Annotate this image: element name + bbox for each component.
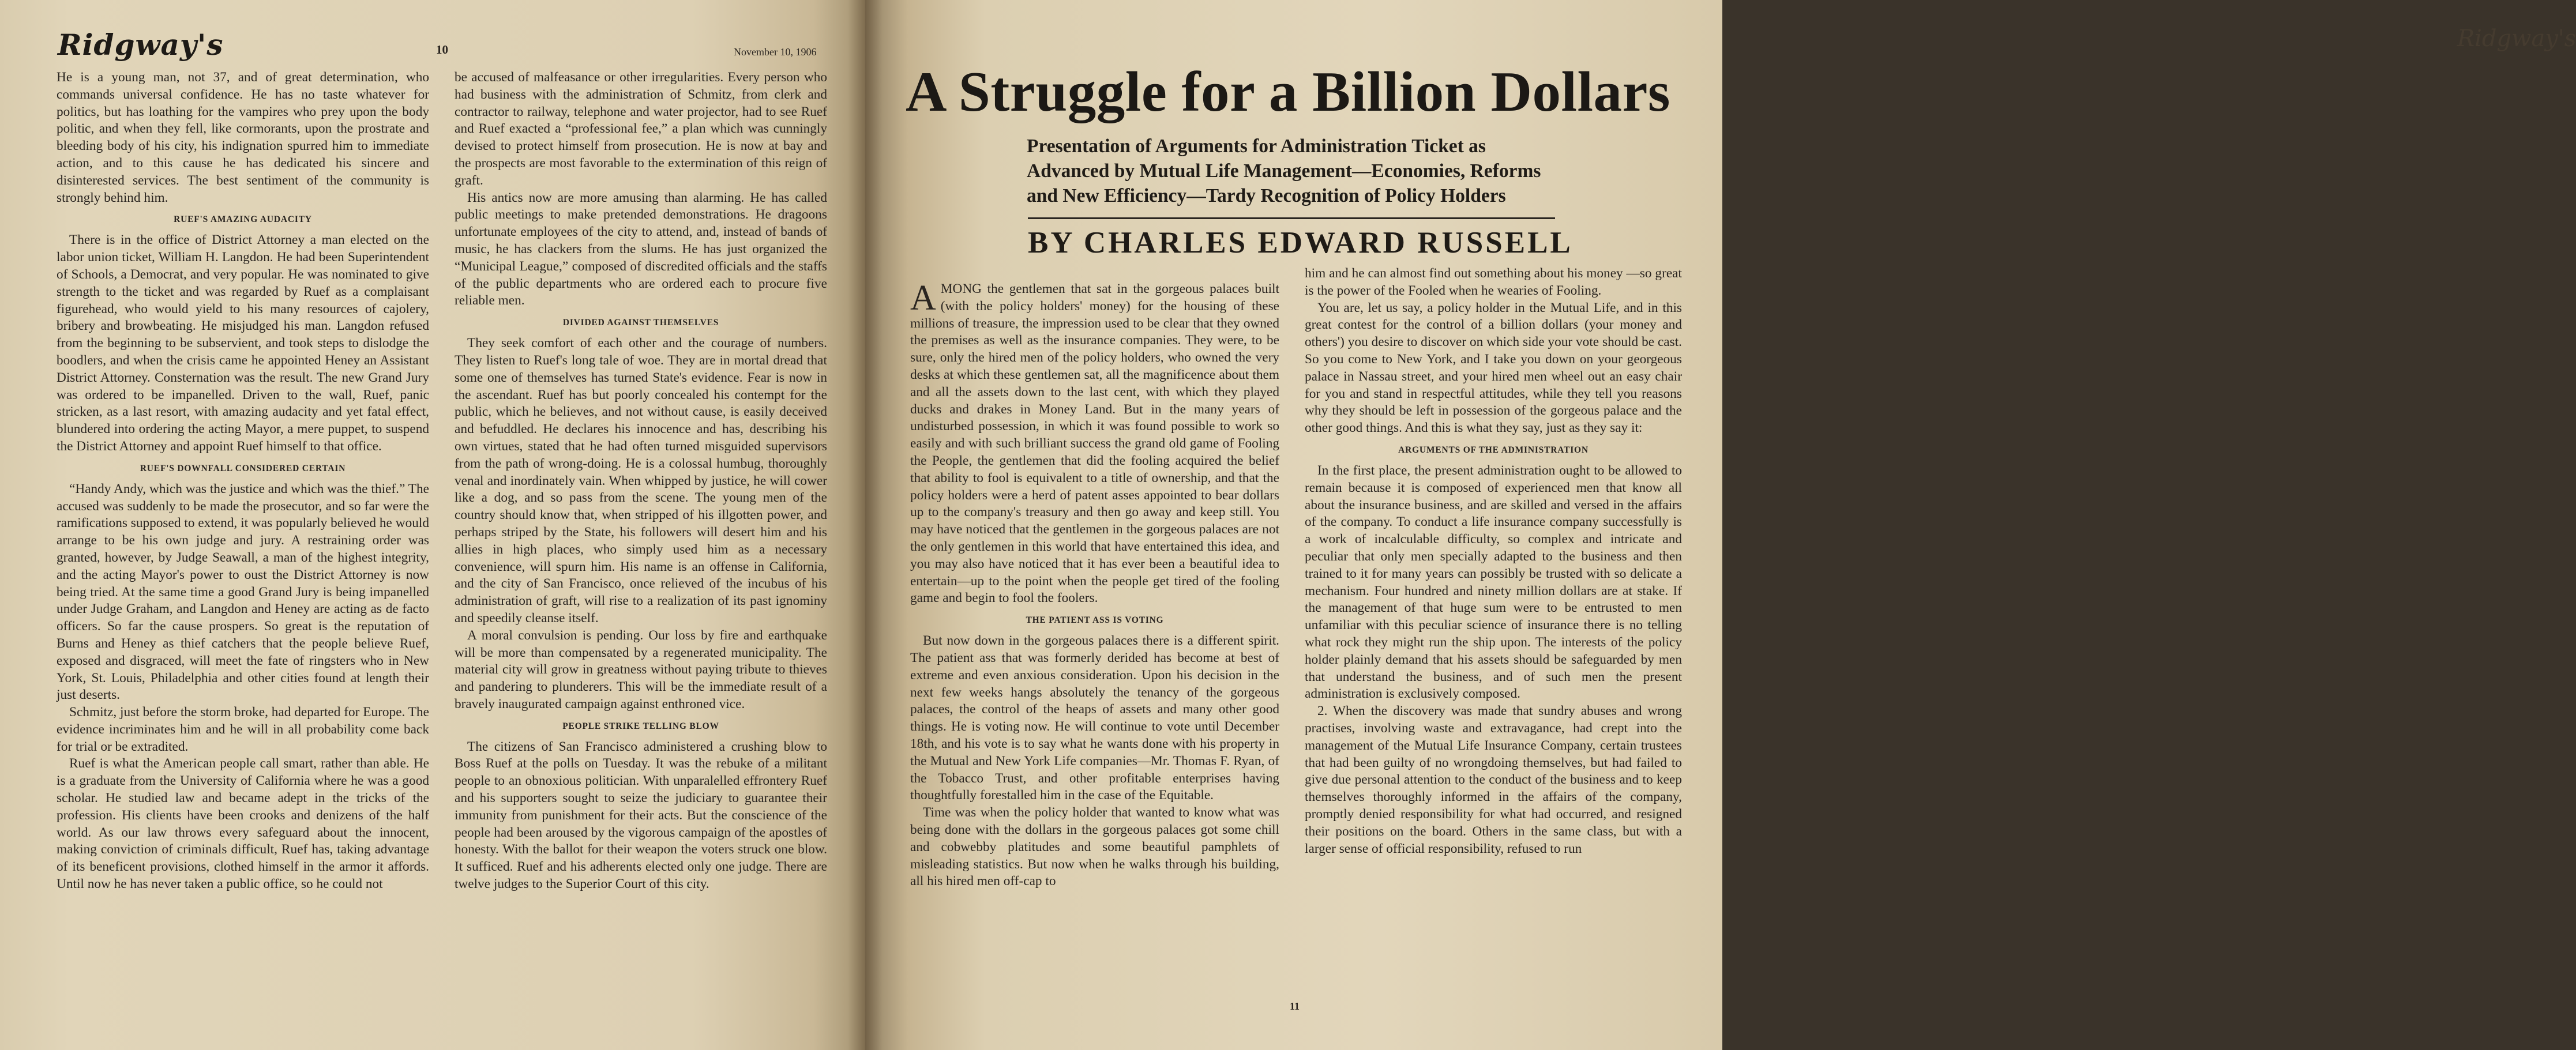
paragraph [910,281,1279,607]
masthead: Ridgway's [58,28,224,62]
paragraph [1305,462,1682,703]
article-byline: BY CHARLES EDWARD RUSSELL [1028,226,1573,259]
page-number-right: 11 [1290,1000,1300,1012]
right-column-2 [1305,265,1682,857]
article-deck: Presentation of Arguments for Administration Ticket as Advanced by Mutual Life Management—Economies, Reforms and New Efficiency—Tardy Recognition of Policy Holders [1027,136,1541,206]
paragraph [57,481,429,704]
paragraph-text: Schmitz, just before the storm broke, had departed for Europe. The evidence incriminates him and he will in all probability come back for trial or be extradited. [57,705,429,754]
paragraph [1305,703,1682,857]
paragraph [910,633,1279,804]
paragraph-text: him and he can almost find out something about his money —so great is the power of the Fooled when he wearies of Fooling. [1305,266,1682,298]
paragraph [1305,300,1682,437]
heading-text: THE PATIENT ASS IS VOTING [1026,615,1164,626]
heading-text: DIVIDED AGAINST THEMSELVES [562,318,719,328]
issue-date: November 10, 1906 [734,46,817,58]
heading-text: PEOPLE STRIKE TELLING BLOW [562,721,719,731]
paragraph [57,755,429,893]
paragraph [455,190,827,310]
paragraph-text: He is a young man, not 37, and of great determination, who commands universal confidence. He has no taste whatever for politics, but has loathing for the vampires who prey upon the body politic, and when they fell, like cormorants, upon the prostrate and bleeding body of his city, his indignation spurred him to immediate action, and to this cause he has dedicated his sincere and disinterested services. The best sentiment of the community is strongly behind him. [57,70,429,205]
section-heading [57,213,429,226]
article-headline: A Struggle for a Billion Dollars [906,61,1670,123]
paragraph-text: The citizens of San Francisco administered a crushing blow to Boss Ruef at the polls on Tuesday. It was the rebuke of a militant people to an obnoxious politician. With unparalelled effrontery Ruef and his supporters sought to seize the judiciary to guarantee their immunity from punishment for their acts. But the conscience of the people had been aroused by the vigorous campaign of the apostles of honesty. With the ballot for their weapon the voters struck one blow. It sufficed. Ruef and his adherents elected only one judge. There are twelve judges to the Superior Court of this city. [455,739,827,892]
heading-text: ARGUMENTS OF THE ADMINISTRATION [1398,445,1589,455]
paragraph-text: be accused of malfeasance or other irregularities. Every person who had business with the administration of Schmitz, from clerk and contractor to railway, telephone and water projector, had to see Ruef and Ruef exacted a “professional fee,” a plan which was cunningly devised to protect himself from prosecution. He is now at bay and the prospects are most favorable to the extermination of this reign of graft. [455,70,827,188]
section-heading [1305,444,1682,457]
paragraph [455,69,827,190]
section-heading [455,720,827,733]
section-heading [57,462,429,475]
heading-text: RUEF'S AMAZING AUDACITY [174,214,312,225]
paragraph [57,232,429,455]
heading-text: RUEF'S DOWNFALL CONSIDERED CERTAIN [140,463,346,473]
section-heading [910,614,1279,627]
book-gutter [848,0,883,1050]
paragraph-text: “Handy Andy, which was the justice and which was the thief.” The accused was suddenly to be made the prosecutor, and so far were the ramifications supposed to extend, it was popularly believed he would arrange to be his own judge and jury. A restraining order was granted, however, by Judge Seawall, a man of the highest integrity, and the acting Mayor's power to oust the District Attorney is now being tried. At the same time a good Grand Jury is being impanelled under Judge Graham, and Langdon and Heney are acting as de facto officers. So far the cause prospers. So great is the reputation of Burns and Heney as thief catchers that the people believe Ruef, exposed and disgraced, will meet the fate of ringsters who in New York, St. Louis, Philadelphia and other cities found at length their just deserts. [57,481,429,703]
paragraph [455,335,827,627]
paragraph-text: Time was when the policy holder that wanted to know what was being done with the dollars in the gorgeous palaces got some chill and cobwebby platitudes and some beautiful pamphlets of misleading statistics. But now when he walks through his building, all his hired men off-cap to [910,805,1279,889]
paragraph [1305,265,1682,300]
left-page [0,0,865,1050]
drop-cap: A [910,279,936,318]
paragraph [910,804,1279,890]
byline-rule [1028,217,1555,219]
paragraph [57,704,429,755]
paragraph-text: Ruef is what the American people call smart, rather than able. He is a graduate from the University of California where he was a good scholar. He studied law and became adept in the tricks of the profession. His clients have been crooks and denizens of the half world. As our law throws every safeguard about the innocent, making conviction of criminals difficult, Ruef has, taking advantage of its beneficent provisions, clothed himself in the armor it affords. Until now he has never taken a public office, so he could not [57,756,429,892]
masthead-bleedthrough: Ridgway's [2457,25,2576,52]
paragraph-text: They seek comfort of each other and the courage of numbers. They listen to Ruef's long tale of woe. They are in mortal dread that some one of themselves has turned State's evidence. Fear is now in the ascendant. Ruef has but poorly concealed his contempt for the public, which he believes, and not without cause, is easily deceived and befuddled. He declares his innocence and has, describing his own virtues, stated that he had often turned misguided supervisors from the path of wrong-doing. He is a colossal humbug, thoroughly venal and inordinately vain. When whipped by justice, he will cower like a dog, and so pass from the scene. The young men of the country should know that, when stripped of his illgotten power, and perhaps striped by the State, his followers will desert him and his allies in high places, who simply used him as a necessary convenience, will spurn him. His name is an offense in California, and the city of San Francisco, once relieved of the incubus of his administration of graft, will rise to a realization of its past ignominy and speedily cleanse itself. [455,336,827,626]
paragraph-text: His antics now are more amusing than alarming. He has called public meetings to make pretended demonstrations. He dragoons unfortunate employees of the city to attend, and, instead of bands of music, he has clackers from the slums. He has just organized the “Municipal League,” composed of discredited officials and the staffs of the public departments who are ordered each to procure five reliable men. [455,190,827,308]
section-heading [455,317,827,329]
paragraph-text: 2. When the discovery was made that sundry abuses and wrong practises, involving waste and extravagance, had crept into the management of the Mutual Life Insurance Company, certain trustees that had been guilty of no wrongdoing themselves, but had failed to give due personal attention to the conduct of the business and to keep themselves thoroughly informed in the affairs of the company, promptly denied responsibility for what had occurred, and resigned their positions on the board. Others in the same class, but with a larger sense of official responsibility, refused to run [1305,703,1682,856]
paragraph-text: You are, let us say, a policy holder in the Mutual Life, and in this great contest for the control of a billion dollars (your money and others') you desire to discover on which side your vote should be cast. So you come to New York, and I take you down on your georgeous palace in Nassau street, and your hired men wheel out an easy chair for you and stand in respectful attitudes, while they tell you reasons why they should be left in possession of the gorgeous palace and the other good things. And this is what they say, just as they say it: [1305,300,1682,436]
paragraph [57,69,429,206]
paragraph [455,739,827,893]
paragraph [455,627,827,713]
paragraph-text: There is in the office of District Attorney a man elected on the labor union ticket, William H. Langdon. He had been Superintendent of Schools, a Democrat, and very popular. He was nominated to give strength to the ticket and was regarded by Ruef as a complaisant figurehead, who would yield to his many resources of cajolery, bribery and browbeating. He misjudged his man. Langdon refused from the beginning to be subservient, and took steps to dislodge the boodlers, and when the crisis came he appointed Heney an Assistant District Attorney. Consternation was the result. The new Grand Jury was ordered to be impanelled. Driven to the wall, Ruef, panic stricken, as a last resort, with amazing audacity and yet fatal effect, blundered into ordering the acting Mayor, a mere puppet, to suspend the District Attorney and appoint Ruef himself to that office. [57,232,429,454]
paragraph-text: In the first place, the present administration ought to be allowed to remain because it is composed of experienced men that know all about the insurance business, and are skilled and versed in the affairs of the company. To conduct a life insurance company successfully is a work of incalculable difficulty, so complex and intricate and peculiar that only men specially adapted to the business and then trained to it for many years can possibly be trusted with so delicate a mechanism. Four hundred and ninety million dollars are at stake. If the management of that huge sum were to be entrusted to men unfamiliar with this peculiar science of insurance there is no telling what rock they might run the ship upon. The interests of the policy holder plainly demand that his assets should be safeguarded by men that understand the business, and of such men the present administration is exclusively composed. [1305,462,1682,702]
page-number-left: 10 [436,43,448,57]
left-column-2 [455,69,827,893]
paragraph-text: MONG the gentlemen that sat in the gorgeous palaces built (with the policy holders' money) for the housing of these millions of treasure, the impression used to be clear that they owned the premises as well as the insurance companies. They were, to be sure, only the hired men of the policy holders, who owned the very desks at which these gentlemen sat, all the magnificence about them and all the assets down to the last cent, with which they played ducks and drakes in Money Land. But in the many years of undisturbed possession, in which it was found possible to work so easily and with such brilliant success the grand old game of Fooling the People, the gentlemen that did the fooling acquired the belief that ability to fool is equivalent to a title of ownership, and that the policy holders were a herd of patent asses appointed to bear dollars up to the company's treasury and then go away and keep still. You may have noticed that the gentlemen in the gorgeous palaces are not the only gentlemen in this world that have entertained this idea, and you may also have noticed that it has ever been a beautiful idea to entertain—up to the point when the people get tired of the fooling game and begin to fool the foolers. [910,281,1279,606]
paragraph-text: But now down in the gorgeous palaces there is a different spirit. The patient ass that was formerly derided has become at best of extreme and even anxious consideration. Upon his decision in the next few weeks hangs absolutely the tenancy of the gorgeous palaces, the control of the heaps of assets and many other good things. He is voting now. He will continue to vote until December 18th, and his vote is to say what he wants done with his property in the Mutual and New York Life companies—Mr. Thomas F. Ryan, of the Tobacco Trust, and other profitable enterprises having thoughtfully forestalled him in the case of the Equitable. [910,633,1279,803]
paragraph-text: A moral convulsion is pending. Our loss by fire and earthquake will be more than compensated by a regenerated municipality. The material city will grow in greatness without paying tribute to thieves and pandering to plunderers. This will be the immediate result of a bravely inaugurated campaign against enthroned vice. [455,627,827,712]
right-column-1 [910,281,1279,890]
left-column-1 [57,69,429,893]
